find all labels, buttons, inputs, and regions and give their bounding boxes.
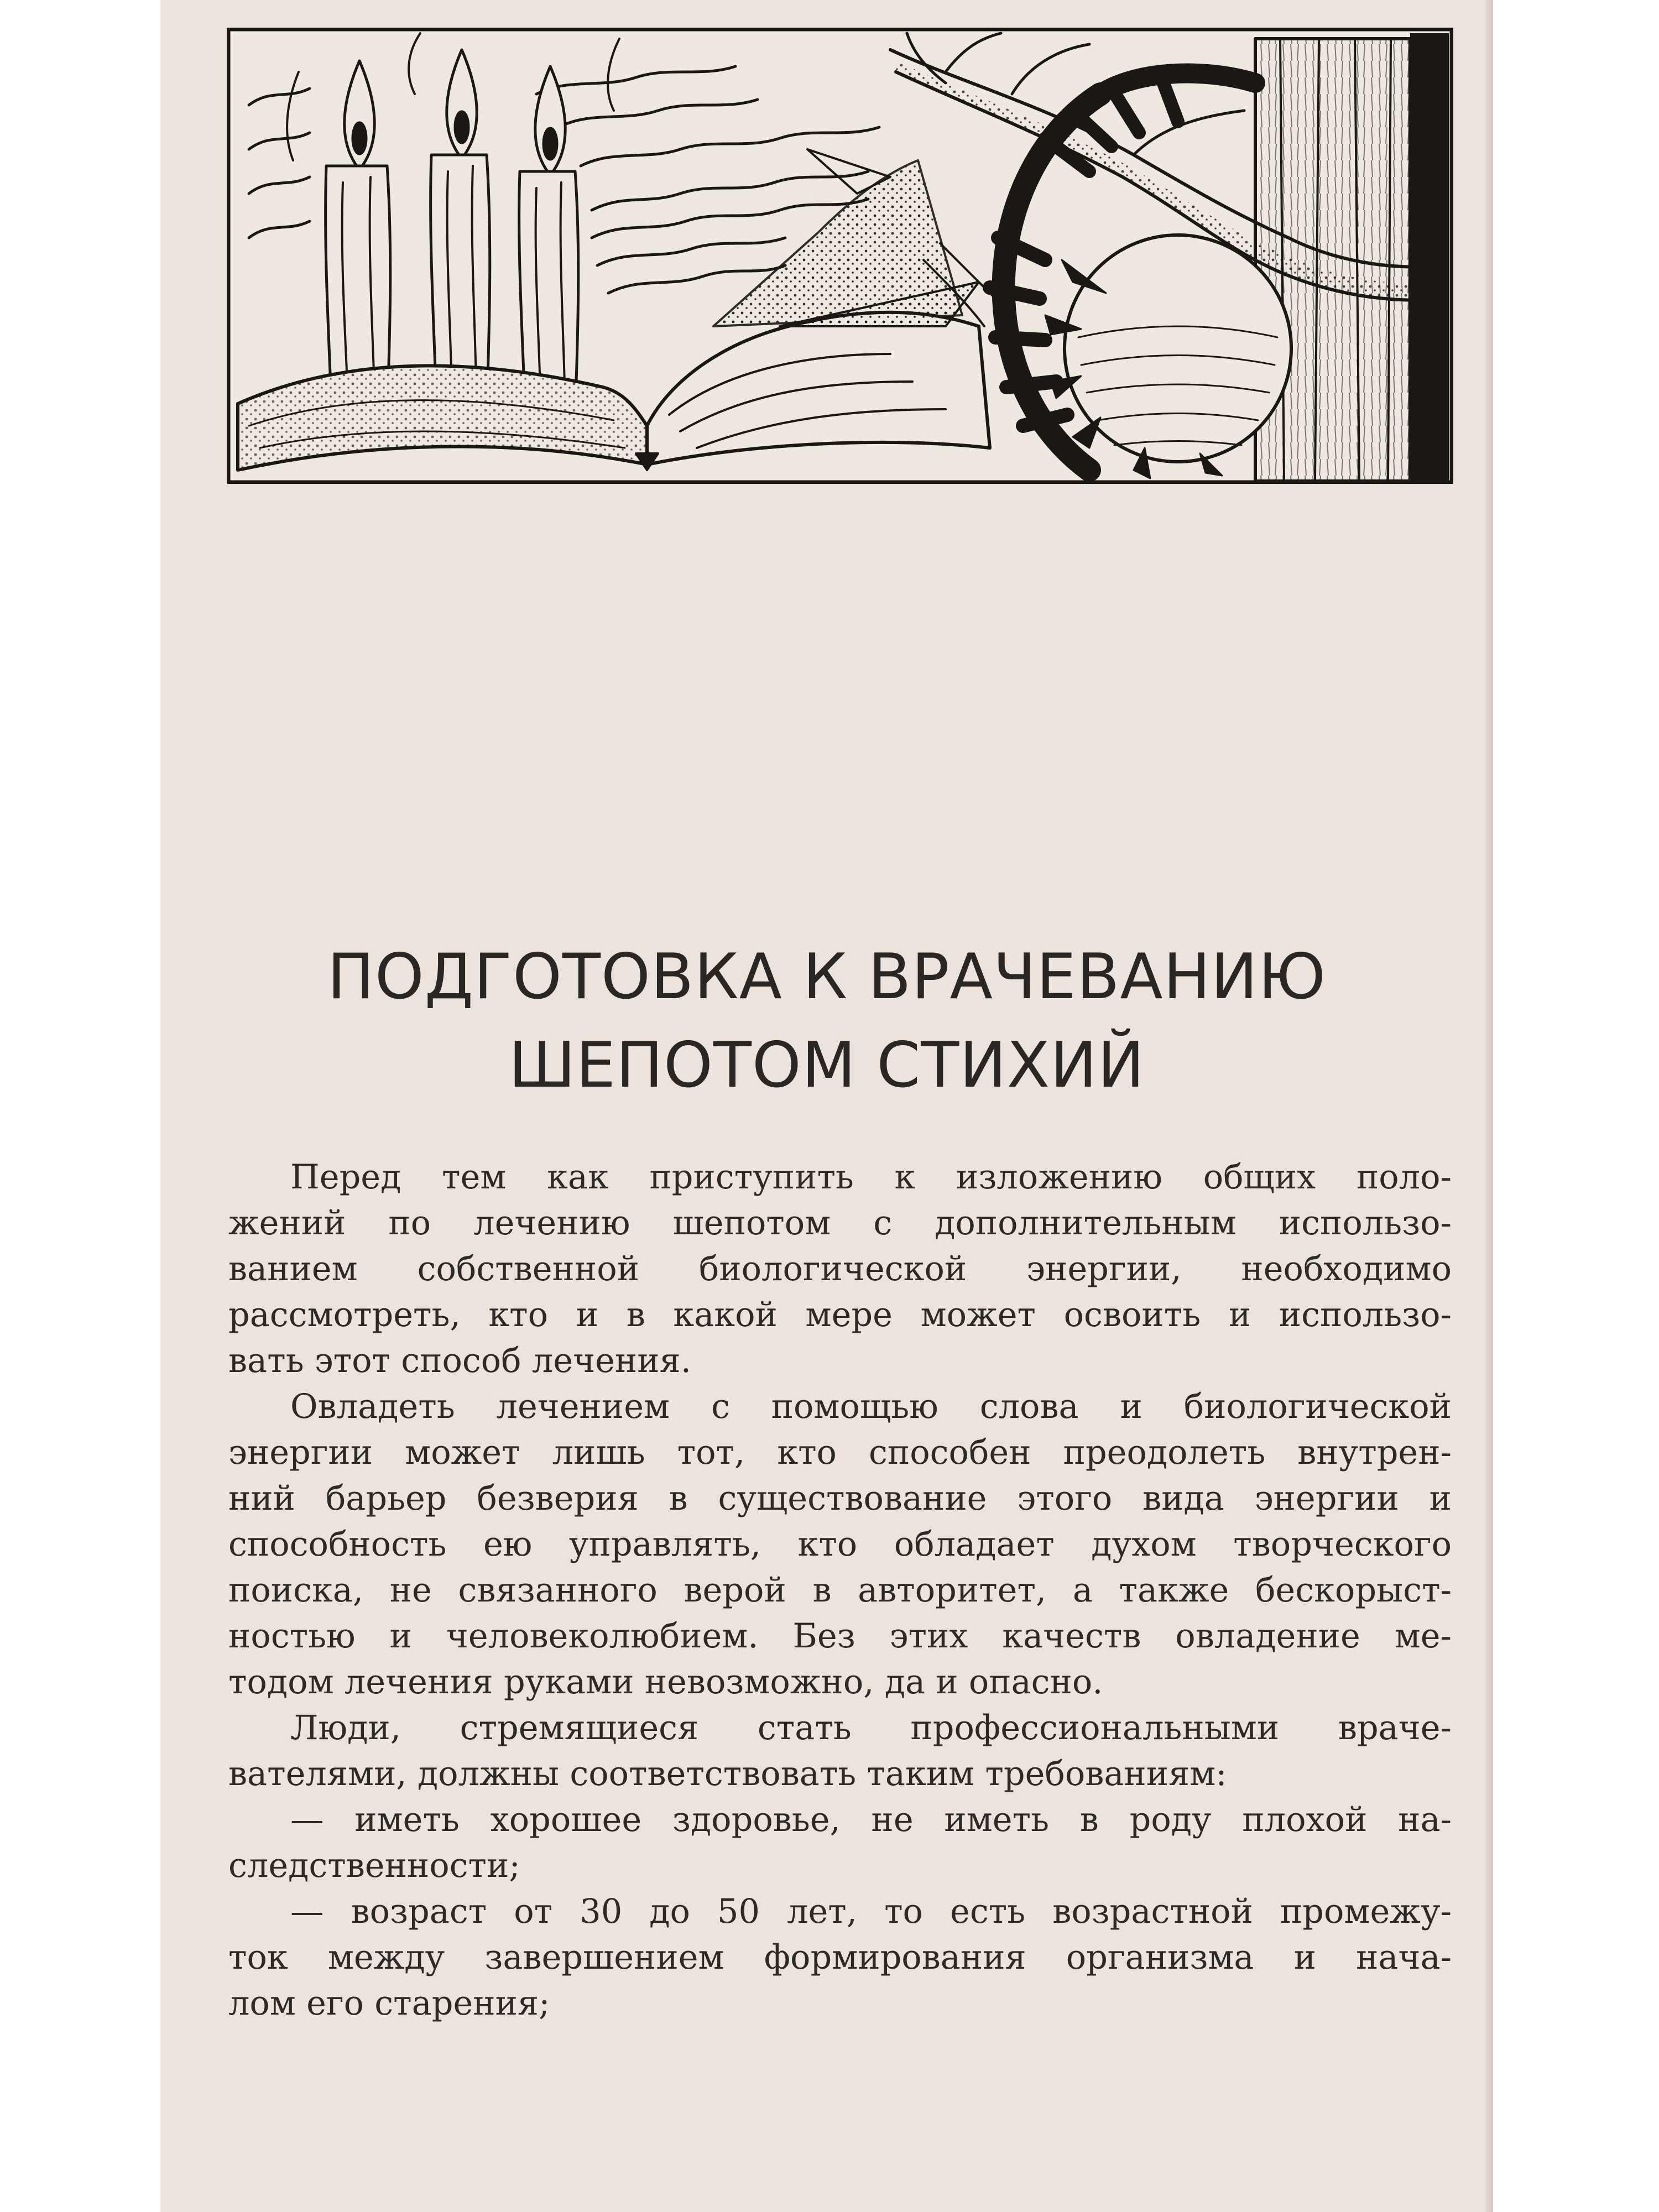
chapter-title [160,932,1493,1109]
text-line: Перед тем как приступить к изложению общих поло- [290,1158,1452,1197]
text-line: рассмотреть, кто и в какой мере может освоить и использо- [228,1296,1452,1334]
text-line: Овладеть лечением с помощью слова и биологической [290,1387,1452,1426]
text-line: лом его старения; [228,1984,550,2023]
text-line: способность ею управлять, кто обладает духом творческого [228,1525,1452,1564]
paragraph [228,1705,1452,1797]
text-line: ний барьер безверия в существование этого вида энергии и [228,1479,1452,1518]
text-line: поиска, не связанного верой в авторитет, а также бескорыст- [228,1571,1452,1610]
text-line: ностью и человеколюбием. Без этих качеств овладение ме- [228,1617,1452,1656]
text-line: — иметь хорошее здоровье, не иметь в роду плохой на- [290,1801,1452,1839]
paragraph [228,1155,1452,1384]
text-line: следственности; [228,1846,520,1885]
header-illustration [227,28,1453,484]
list-item [228,1889,1452,2027]
body-text [228,1155,1452,2027]
text-line: тодом лечения руками невозможно, да и опасно. [228,1663,1103,1702]
text-line: энергии может лишь тот, кто способен преодолеть внутрен- [228,1433,1452,1472]
book-page [160,0,1493,2212]
paragraph [228,1384,1452,1705]
text-line: — возраст от 30 до 50 лет, то есть возрастной промежу- [290,1892,1452,1931]
text-line: ванием собственной биологической энергии, необходимо [228,1250,1452,1288]
text-line: ток между завершением формирования организма и нача- [228,1938,1452,1977]
text-line: вать этот способ лечения. [228,1342,691,1380]
text-line: Люди, стремящиеся стать профессиональными враче- [290,1709,1452,1747]
chapter-title-line-1: ПОДГОТОВКА К ВРАЧЕВАНИЮ [327,940,1327,1013]
engraving-candles-book-sun-tree-icon [227,28,1453,484]
list-item [228,1797,1452,1889]
chapter-title-line-2: ШЕПОТОМ СТИХИЙ [508,1028,1145,1102]
text-line: вателями, должны соответствовать таким требованиям: [228,1755,1227,1793]
text-line: жений по лечению шепотом с дополнительным использо- [228,1204,1452,1243]
